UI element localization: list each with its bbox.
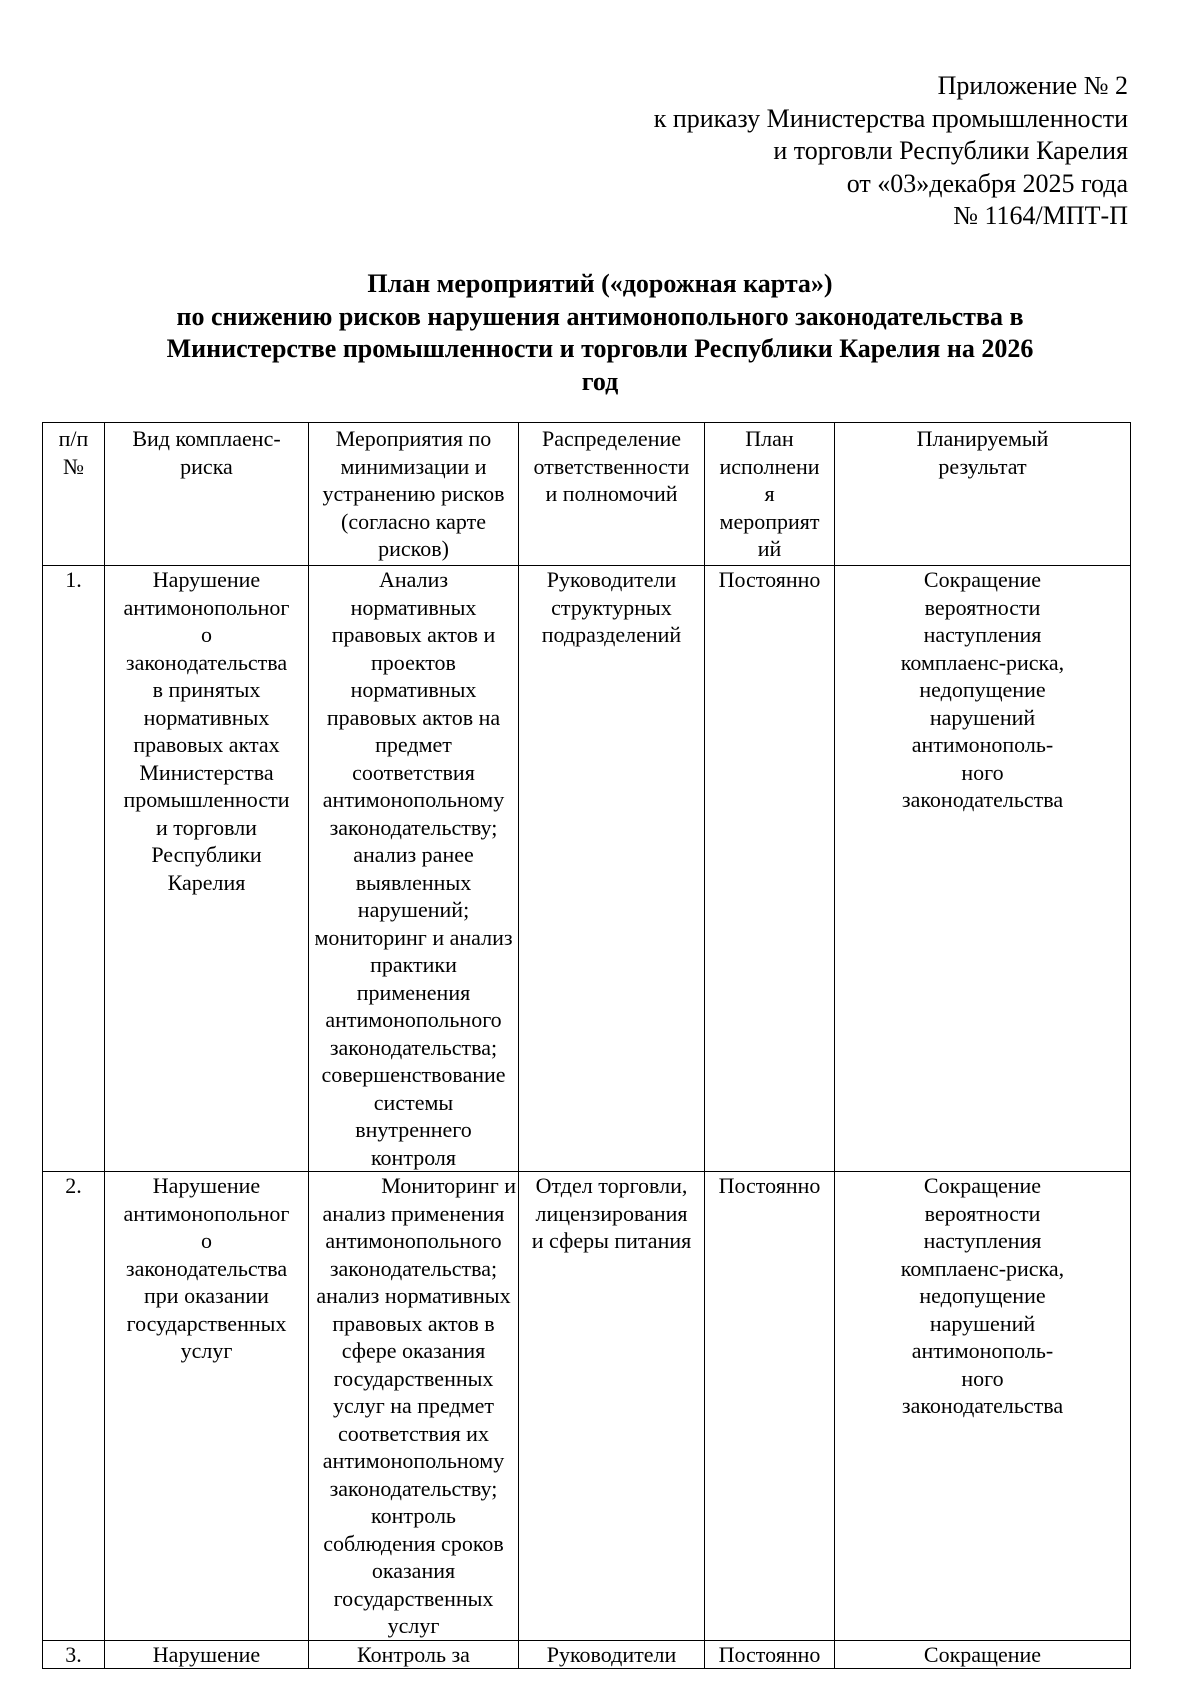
cell-line: структурных bbox=[551, 594, 672, 620]
cell-line: устранению рисков bbox=[322, 481, 505, 506]
cell-line: законодательству; bbox=[329, 1475, 498, 1501]
cell-line: и торговли bbox=[156, 814, 257, 840]
cell-line: рисков) bbox=[378, 536, 449, 561]
cell-line: наступления bbox=[923, 622, 1042, 647]
cell-line: антимонопольному bbox=[322, 787, 505, 812]
cell-line: Сокращение bbox=[923, 1173, 1042, 1198]
table-row bbox=[43, 1640, 1131, 1669]
cell-line: нормативных bbox=[350, 677, 477, 702]
cell-line: я bbox=[764, 481, 775, 506]
cell-line: Постоянно bbox=[718, 567, 821, 592]
cell-line: о bbox=[201, 622, 212, 647]
cell-line: антимонополь- bbox=[911, 1338, 1054, 1363]
cell-line: при оказании bbox=[144, 1283, 269, 1308]
result-cell bbox=[835, 1640, 1131, 1669]
row-number: 3. bbox=[43, 1640, 105, 1669]
table-row bbox=[43, 1172, 1131, 1641]
cell-line: мониторинг и анализ bbox=[314, 924, 513, 950]
cell-line: Вид комплаенс- bbox=[132, 426, 281, 451]
cell-line: законодательства bbox=[125, 1255, 288, 1281]
cell-line: оказания bbox=[371, 1558, 456, 1583]
cell-line: антимонопольног bbox=[123, 1200, 290, 1226]
cell-line: № bbox=[63, 453, 84, 479]
cell-line: п/п bbox=[58, 426, 89, 451]
cell-line: ий bbox=[757, 536, 782, 561]
responsible-cell bbox=[519, 1172, 705, 1641]
cell-line: (согласно карте bbox=[341, 508, 486, 534]
title-line: План мероприятий («дорожная карта») bbox=[367, 269, 833, 298]
header-cell bbox=[705, 423, 835, 566]
cell-line: результат bbox=[938, 453, 1027, 479]
cell-line: соответствия bbox=[352, 759, 475, 785]
document-title bbox=[140, 268, 1060, 398]
cell-line: ного bbox=[961, 1365, 1004, 1391]
header-cell bbox=[519, 423, 705, 566]
cell-line: Анализ bbox=[378, 567, 449, 592]
measures-cell bbox=[309, 1640, 519, 1669]
cell-line: Руководители bbox=[546, 1641, 677, 1667]
cell-line: применения bbox=[356, 979, 471, 1005]
cell-line: Нарушение bbox=[152, 567, 261, 592]
cell-line: услуг bbox=[180, 1338, 233, 1363]
cell-line: наступления bbox=[923, 1228, 1042, 1253]
title-line: по снижению рисков нарушения антимонопольного законодательства в bbox=[176, 301, 1024, 331]
cell-line: Министерства bbox=[139, 759, 274, 785]
table-row bbox=[43, 566, 1131, 1172]
cell-line: правовых актах bbox=[133, 732, 280, 757]
cell-line: недопущение bbox=[919, 1283, 1046, 1308]
cell-line: проектов bbox=[371, 649, 456, 675]
row-number: 2. bbox=[43, 1172, 105, 1641]
cell-line: промышленности bbox=[123, 787, 290, 812]
cell-line: Мероприятия по bbox=[335, 426, 492, 451]
cell-line: недопущение bbox=[919, 677, 1046, 702]
cell-line: правовых актов и bbox=[331, 622, 496, 647]
cell-line: ответственности bbox=[533, 453, 690, 479]
row-number: 1. bbox=[43, 566, 105, 1172]
cell-line: Нарушение bbox=[152, 1173, 261, 1198]
cell-line: антимонопольного bbox=[325, 1007, 502, 1032]
cell-line: ного bbox=[961, 759, 1004, 785]
cell-line: законодательства bbox=[125, 649, 288, 675]
cell-line: законодательству; bbox=[329, 814, 498, 840]
cell-line: вероятности bbox=[924, 594, 1041, 620]
cell-line: услуг на предмет bbox=[332, 1393, 495, 1418]
header-line: № 1164/МПТ-П bbox=[953, 201, 1128, 230]
responsible-cell bbox=[519, 566, 705, 1172]
cell-line: анализ нормативных bbox=[316, 1283, 511, 1308]
cell-line: антимонополь- bbox=[911, 732, 1054, 757]
header-line: от «03»декабря 2025 года bbox=[846, 168, 1128, 198]
cell-line: Карелия bbox=[167, 869, 246, 895]
cell-line: законодательства; bbox=[329, 1255, 498, 1281]
cell-line: мероприят bbox=[719, 508, 820, 534]
title-line: Министерстве промышленности и торговли Республики Карелия на 2026 bbox=[166, 334, 1034, 363]
cell-line: комплаенс-риска, bbox=[900, 649, 1065, 675]
cell-line: комплаенс-риска, bbox=[900, 1255, 1065, 1281]
cell-line: законодательства bbox=[901, 1393, 1064, 1418]
cell-line: правовых актов в bbox=[332, 1310, 495, 1336]
cell-line: государственных bbox=[333, 1585, 494, 1611]
header-line: Приложение № 2 bbox=[937, 71, 1128, 100]
cell-line: практики bbox=[370, 952, 457, 977]
cell-line: лицензирования bbox=[535, 1200, 688, 1226]
cell-line: Распределение bbox=[541, 426, 682, 451]
cell-line: и сферы питания bbox=[531, 1228, 692, 1253]
cell-line: исполнени bbox=[719, 453, 820, 479]
cell-line: Руководители bbox=[546, 567, 677, 592]
risk-cell bbox=[105, 1640, 309, 1669]
header-line: к приказу Министерства промышленности bbox=[653, 103, 1128, 133]
cell-line: Постоянно bbox=[718, 1641, 821, 1667]
cell-line: Нарушение bbox=[152, 1641, 261, 1667]
cell-line: нарушений bbox=[929, 704, 1036, 730]
cell-line: системы bbox=[373, 1089, 454, 1115]
cell-line: предмет bbox=[375, 732, 452, 757]
cell-line: о bbox=[201, 1228, 212, 1253]
cell-line: законодательства bbox=[901, 787, 1064, 812]
header-cell bbox=[105, 423, 309, 566]
cell-line: выявленных bbox=[355, 869, 472, 895]
cell-line: подразделений bbox=[541, 622, 682, 647]
cell-line: Республики bbox=[151, 842, 262, 867]
cell-line: антимонопольному bbox=[322, 1448, 505, 1473]
cell-line: Сокращение bbox=[923, 567, 1042, 592]
risk-cell bbox=[105, 1172, 309, 1641]
cell-line: анализ применения bbox=[322, 1200, 505, 1226]
plan-cell bbox=[705, 566, 835, 1172]
responsible-cell bbox=[519, 1640, 705, 1669]
cell-line: совершенствование bbox=[321, 1062, 506, 1087]
risk-cell bbox=[105, 566, 309, 1172]
header-cell bbox=[835, 423, 1131, 566]
cell-line: Сокращение bbox=[923, 1641, 1042, 1667]
cell-line: вероятности bbox=[924, 1200, 1041, 1226]
header-cell bbox=[43, 423, 105, 566]
cell-line: антимонопольног bbox=[123, 594, 290, 620]
cell-line: анализ ранее bbox=[353, 842, 474, 867]
result-cell bbox=[835, 1172, 1131, 1641]
cell-line: риска bbox=[180, 453, 233, 479]
cell-line: соблюдения сроков bbox=[323, 1530, 504, 1556]
roadmap-table bbox=[42, 422, 1131, 1669]
cell-line: Планируемый bbox=[916, 426, 1049, 451]
table-header-row bbox=[43, 423, 1131, 566]
cell-line: нарушений; bbox=[357, 897, 470, 922]
cell-line: План bbox=[745, 426, 794, 451]
cell-line: законодательства; bbox=[329, 1034, 498, 1060]
cell-line: услуг bbox=[387, 1613, 440, 1638]
cell-line: Отдел торговли, bbox=[535, 1173, 688, 1198]
plan-cell bbox=[705, 1640, 835, 1669]
cell-line: минимизации и bbox=[340, 453, 487, 479]
cell-line: контроля bbox=[370, 1144, 457, 1170]
plan-cell bbox=[705, 1172, 835, 1641]
measures-cell bbox=[309, 1172, 519, 1641]
cell-line: Постоянно bbox=[718, 1173, 821, 1198]
cell-line: контроль bbox=[371, 1503, 456, 1528]
measures-cell bbox=[309, 566, 519, 1172]
approval-header bbox=[654, 70, 1128, 233]
cell-line: нормативных bbox=[143, 704, 270, 730]
cell-line: Контроль за bbox=[357, 1641, 470, 1667]
cell-line: антимонопольного bbox=[325, 1228, 502, 1253]
cell-line: и полномочий bbox=[545, 481, 678, 506]
cell-line: нормативных bbox=[350, 594, 477, 620]
cell-line: государственных bbox=[333, 1365, 494, 1391]
cell-line: соответствия их bbox=[338, 1420, 489, 1446]
header-line: и торговли Республики Карелия bbox=[773, 136, 1128, 165]
cell-line: нарушений bbox=[929, 1310, 1036, 1336]
header-cell bbox=[309, 423, 519, 566]
cell-line: в принятых bbox=[152, 677, 261, 702]
cell-line: государственных bbox=[126, 1310, 287, 1336]
cell-line: сфере оказания bbox=[341, 1338, 486, 1363]
result-cell bbox=[835, 566, 1131, 1172]
cell-line: внутреннего bbox=[355, 1117, 472, 1142]
cell-line: Мониторинг и bbox=[381, 1173, 516, 1198]
title-line: год bbox=[581, 366, 619, 396]
cell-line: правовых актов на bbox=[326, 704, 501, 730]
